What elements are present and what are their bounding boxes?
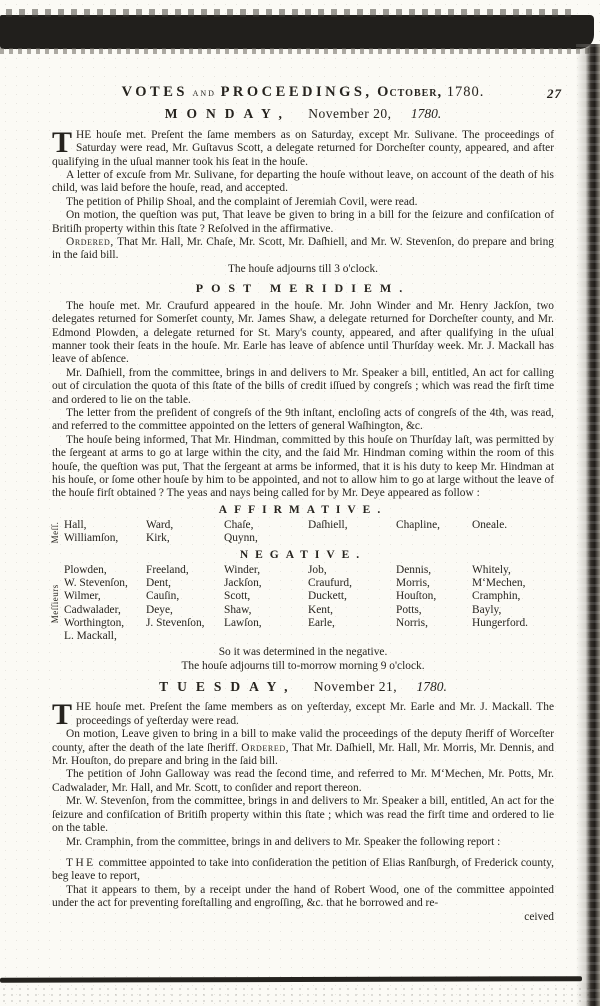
report-paragraph-2: That it appears to them, by a receipt under the hand of Robert Wood, one of the committee appointed under the act for preventing foreſtalling and engroſſing, &c. that he borrowed and re- [52,883,554,910]
vote-name [472,630,554,643]
vote-name: Dennis, [396,564,432,576]
vote-name: Quynn, [224,532,258,545]
pm-paragraph-1: The houſe met. Mr. Craufurd appeared in the houſe. Mr. John Winder and Mr. Henry Jackſon, two delegates returned for Somerſet county, Mr. James Shaw, a delegate returned for Dorcheſter county, and Mr. Edmond Plowden, a delegate returned for St. Mary's county, appeared, and after qualifying in the uſual manner took their ſeats in the houſe. Mr. Earle has leave of abſence until Thurſday week. Mr. J. Mackall has leave of abſence. [52,299,554,366]
scan-top-edge [0,15,594,49]
monday-paragraph-4: On motion, the queſtion was put, That leave be given to bring in a bill for the ſeizure and confiſcation of Britiſh property within this ſtate ? Reſolved in the affirmative. [52,209,554,235]
vote-name: Chapline, [396,519,440,532]
header-and: and [192,87,216,99]
vote-name: Norris, [396,616,428,629]
header-year: 1780. [446,84,485,100]
negative-block [50,564,554,643]
vote-name: W. Stevenſon, [64,577,128,590]
vote-name: Job, [308,564,327,576]
negative-table [64,564,554,643]
pm-paragraph-3: The letter from the preſident of congreſs of the 9th inſtant, encloſing acts of congreſs of the 4th, was read, and referred to the committee appointed on the letters of general Waſhington, &c. [52,406,554,433]
scan-bottom-noise [0,986,600,1006]
header-votes: VOTES [121,84,188,100]
page-number: 27 [547,86,562,101]
affirmative-heading: AFFIRMATIVE. [218,503,388,516]
report-paragraph-1 [52,857,554,884]
vote-name: Worthington, [64,616,125,629]
monday-ordered-paragraph [52,236,554,263]
vote-name: Kirk, [146,532,170,545]
vote-name: Cramphin, [472,590,521,603]
vote-name: Bayly, [472,603,502,616]
negative-heading: NEGATIVE. [239,548,367,561]
vote-name: Daſhiell, [308,519,348,532]
vote-name: Williamſon, [64,532,119,545]
vote-name: Craufurd, [308,577,352,590]
pm-paragraph-4: The houſe being informed, That Mr. Hindman, committed by this houſe on Thurſday laſt, was permitted by the ſergeant at arms to go at large within the city, and the ſaid Mr. Hindman coming within the room of this houſe, the queſtion was put, That the ſergeant at arms be informed, that it is his duty to keep Mr. Hindman at his houſe, or ſome other houſe by him to be appointed, and not to allow him to go at large without the leave of the houſe firſt obtained ? The yeas and nays being called for by Mr. Deye appeared as follow : [52,433,554,500]
tuesday-ordered-paragraph [52,728,554,768]
report-open-word: THE [66,856,96,869]
tuesday-paragraph-1 [52,698,554,732]
monday-adjourn-line: The houſe adjourns till 3 o'clock. [227,262,379,275]
messieurs-label: Meſſieurs [50,584,60,624]
vote-name: Chaſe, [224,519,254,532]
drop-cap: T [52,125,73,159]
vote-name: Freeland, [146,564,189,576]
vote-name [472,532,554,545]
vote-name: Kent, [308,603,333,616]
tuesday-paragraph-5: Mr. Cramphin, from the committee, brings in and delivers to Mr. Speaker the following report : [66,835,501,848]
header-proceedings: PROCEEDINGS, [220,84,373,100]
tuesday-paragraph-4: Mr. W. Stevenſon, from the committee, brings in and delivers to Mr. Speaker a bill, entitled, An act for the ſeizure and confiſcation of Britiſh property within this ſtate ; which was read the firſt time and ordered to lie on the table. [52,795,554,835]
vote-name: Hall, [64,519,87,532]
monday-paragraph-2: A letter of excuſe from Mr. Sulivane, for departing the houſe without leave, on account of the death of his child, was laid before the houſe, read, and accepted. [52,169,554,195]
tuesday-year: 1780. [416,679,447,695]
vote-name: Shaw, [224,603,252,616]
vote-name: Ward, [146,519,174,532]
vote-name [146,630,224,643]
ordered-word: Ordered, [66,236,114,249]
monday-year: 1780. [410,106,442,122]
vote-name [224,630,308,643]
vote-name: L. Mackall, [64,630,117,643]
vote-name: Lawſon, [224,616,262,629]
affirmative-block [50,519,554,545]
vote-name [396,532,472,545]
vote-name: Scott, [224,590,251,603]
negative-result-line: So it was determined in the negative. [218,646,388,659]
paragraph-text: That Mr. Daſhiell, Mr. Hall, Mr. Morris, Mr. Dennis, and Mr. Houſton, do prepare and bring in the ſaid bill. [52,741,554,768]
header-month: October, [377,84,443,100]
vote-name: Deye, [146,603,173,616]
monday-heading [52,107,554,120]
vote-name: Morris, [396,577,430,590]
affirmative-table [64,519,554,545]
scan-bottom-edge [0,976,582,983]
tuesday-date: November 21, [313,679,398,695]
catchword: ceived [524,910,554,923]
monday-day: MONDAY, [164,106,291,122]
vote-name: M‘Mechen, [472,577,526,590]
ordered-text: That Mr. Hall, Mr. Chaſe, Mr. Scott, Mr. Daſhiell, and Mr. W. Stevenſon, do prepare and bring in the ſaid bill. [52,236,554,262]
tuesday-heading [52,680,554,693]
messieurs-label: Meſſ. [50,522,60,544]
paragraph-text: committee appointed to take into conſideration the petition of Elias Ranſburgh, of Frederick county, beg leave to report, [52,856,554,883]
vote-name: Houſton, [396,590,437,603]
vote-name: Cadwalader, [64,603,121,616]
vote-name [308,630,396,643]
vote-name [396,630,472,643]
monday-paragraph-3: The petition of Philip Shoal, and the complaint of Jeremiah Covil, were read. [66,195,418,208]
tuesday-day: TUESDAY, [159,679,297,695]
committee-report [52,857,554,924]
vote-name: Hungerford. [472,616,528,629]
vote-name: Winder, [224,564,261,576]
tuesday-paragraph-3: The petition of John Galloway was read the ſecond time, and referred to Mr. M‘Mechen, Mr. Potts, Mr. Cadwalader, Mr. Hall, and Mr. Scott, to conſider and report thereon. [52,768,554,794]
paragraph-text: HE houſe met. Preſent the ſame members as on Saturday, except Mr. Sulivane. The proceedings of Saturday were read, Mr. Guſtavus Scott, a delegate returned for Dorcheſter county, appeared, and after qualifying in the uſual manner took his ſeat in the houſe. [52,128,554,168]
adjourn-tomorrow-line: The houſe adjourns till to-morrow morning 9 o'clock. [181,659,425,672]
ordered-word: Ordered, [241,741,290,754]
monday-paragraph-1 [52,125,554,169]
vote-name: J. Stevenſon, [146,616,205,629]
vote-name: Cauſin, [146,590,180,603]
vote-name: Plowden, [64,564,107,576]
vote-name: Earle, [308,616,335,629]
vote-name: Duckett, [308,590,347,603]
post-meridiem-heading: POST MERIDIEM. [195,281,411,296]
vote-name: Oneale. [472,519,508,532]
paragraph-text: On motion, Leave given to bring in a bill to make valid the proceedings of the deputy ſheriff of Worceſter county, after the death of the late ſheriff. [52,728,554,754]
running-header [52,84,562,101]
vote-name: Potts, [396,603,422,616]
page-content [50,84,562,924]
scan-right-edge [576,44,600,1006]
vote-name: Wilmer, [64,590,101,603]
vote-name [308,532,396,545]
vote-name: Dent, [146,577,171,590]
pm-paragraph-2: Mr. Daſhiell, from the committee, brings in and delivers to Mr. Speaker a bill, entitled, An act for calling out of circulation the quota of this ſtate of the bills of credit iſſued by congreſs ; which was read the firſt time and ordered to lie on the table. [52,366,554,406]
paragraph-text: HE houſe met. Preſent the ſame members as on yeſterday, except Mr. Earle and Mr. J. Mackall. The proceedings of yeſterday were read. [76,701,554,727]
vote-name: Whitely, [472,564,511,576]
vote-name: Jackſon, [224,577,262,590]
monday-date: November 20, [308,106,392,122]
drop-cap: T [52,698,73,732]
